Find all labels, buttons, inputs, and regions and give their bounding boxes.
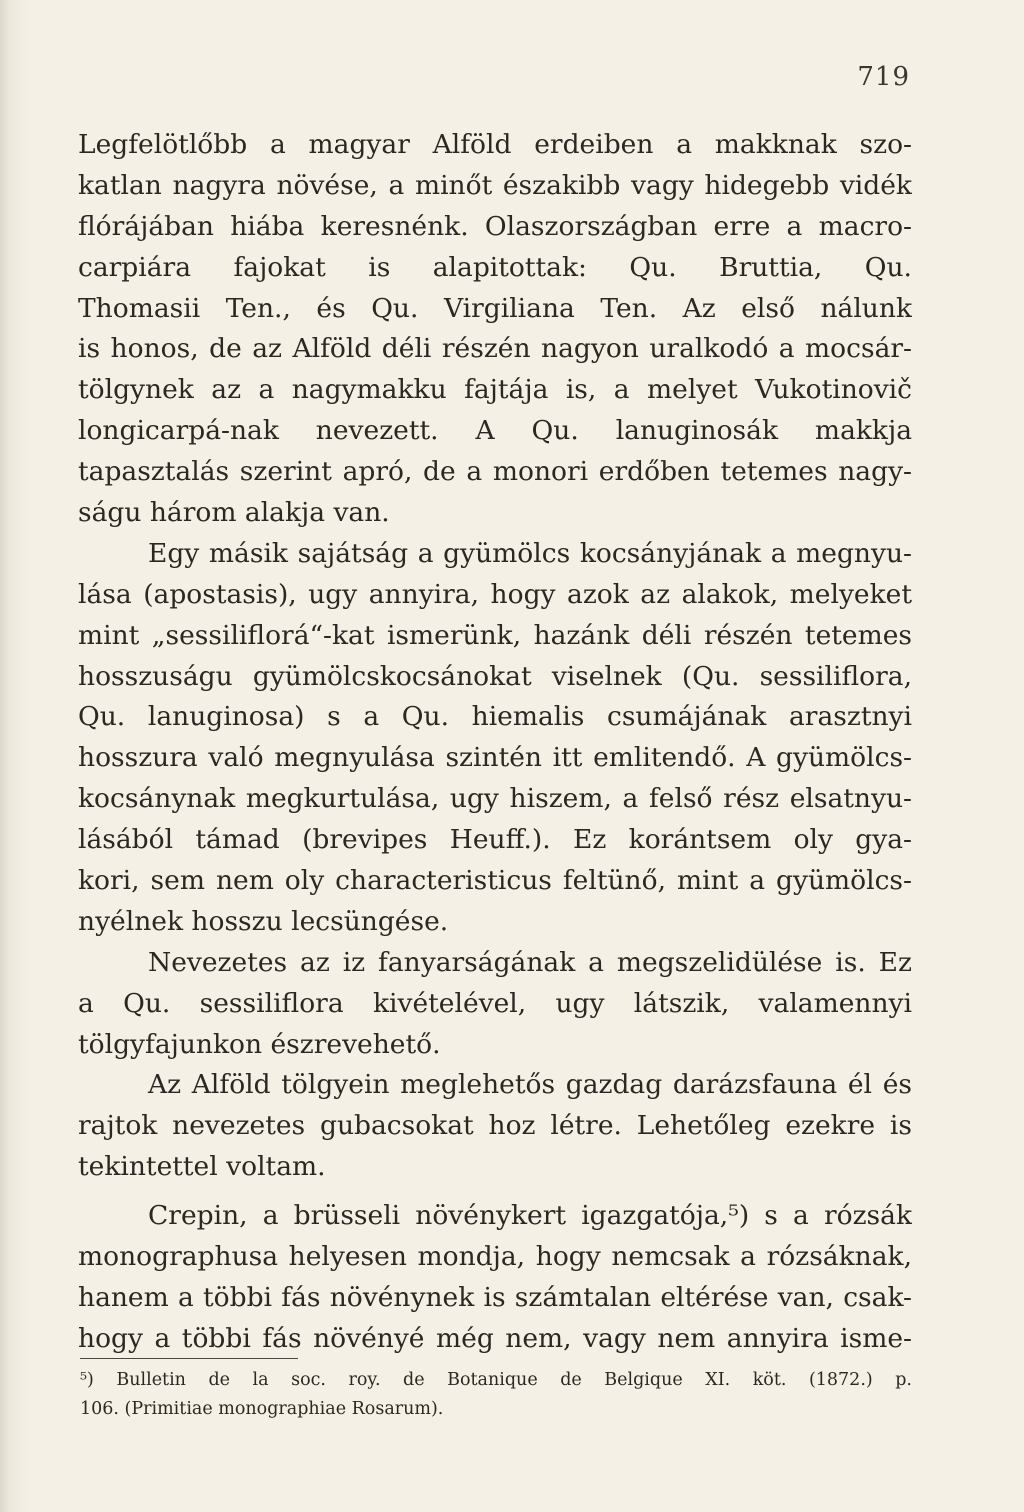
text-line: Legfelötlőbb a magyar Alföld erdeiben a makknak szo- (78, 129, 912, 160)
page-number: 719 (857, 62, 910, 92)
footnote-divider (80, 1358, 298, 1359)
text-line: hanem a többi fás növénynek is számtalan eltérése van, csak- (78, 1281, 912, 1313)
text-line: Qu. lanuginosa) s a Qu. hiemalis csumájának arasztnyi (78, 701, 912, 733)
footnote (80, 1366, 912, 1424)
text-line: nyélnek hosszu lecsüngése. (78, 905, 449, 937)
text-line: hosszura való megnyulása szintén itt emlitendő. A gyümölcs- (78, 742, 912, 774)
text-line: Thomasii Ten., és Qu. Virgiliana Ten. Az első nálunk (78, 292, 912, 324)
paragraph-start-line: Egy másik sajátság a gyümölcs kocsányjának a megnyu- (148, 537, 912, 569)
text-line: katlan nagyra növése, a minőt északibb vagy hidegebb vidék (78, 169, 912, 201)
paragraph-start-line: Az Alföld tölgyein meglehetős gazdag darázsfauna él és (148, 1069, 912, 1101)
text-line: mint „sessiliflorá“-kat ismerünk, hazánk déli részén tetemes (78, 619, 912, 651)
text-line: tapasztalás szerint apró, de a monori erdőben tetemes nagy- (78, 456, 912, 488)
text-line: a Qu. sessiliflora kivételével, ugy látszik, valamennyi (78, 987, 912, 1019)
text-line: tölgynek az a nagymakku fajtája is, a melyet Vukotinovič (78, 374, 912, 406)
text-line: tölgyfajunkon észrevehető. (78, 1028, 441, 1060)
text-line: kori, sem nem oly characteristicus feltünő, mint a gyümölcs- (78, 865, 912, 897)
text-line: rajtok nevezetes gubacsokat hoz létre. Lehetőleg ezekre is (78, 1110, 912, 1142)
footnote-line: ⁵) Bulletin de la soc. roy. de Botanique de Belgique XI. köt. (1872.) p. (80, 1370, 912, 1390)
text-line: longicarpá-nak nevezett. A Qu. lanuginosák makkja (78, 415, 912, 447)
text-line: lásából támad (brevipes Heuff.). Ez korántsem oly gya- (78, 824, 912, 856)
text-line: lása (apostasis), ugy annyira, hogy azok az alakok, melyeket (78, 578, 912, 610)
text-line: hosszuságu gyümölcskocsánokat viselnek (Qu. sessiliflora, (78, 660, 912, 692)
text-line: monographusa helyesen mondja, hogy nemcsak a rózsáknak, (78, 1241, 912, 1273)
footnote-line: 106. (Primitiae monographiae Rosarum). (80, 1399, 444, 1419)
text-line: ságu három alakja van. (78, 497, 390, 529)
paragraph-start-line: Nevezetes az iz fanyarságának a megszelidülése is. Ez (148, 946, 912, 978)
text-line: hogy a többi fás növényé még nem, vagy nem annyira isme- (78, 1322, 912, 1354)
text-line: flórájában hiába keresnénk. Olaszországban erre a macro- (78, 210, 912, 242)
text-line: is honos, de az Alföld déli részén nagyon uralkodó a mocsár- (78, 333, 912, 365)
text-line: tekintettel voltam. (78, 1151, 326, 1183)
text-line: carpiára fajokat is alapitottak: Qu. Bruttia, Qu. (78, 251, 912, 283)
paragraph-start-line: Crepin, a brüsseli növénykert igazgatója,⁵) s a rózsák (148, 1200, 912, 1232)
body-text (78, 125, 912, 1360)
text-line: kocsánynak megkurtulása, ugy hiszem, a felső rész elsatnyu- (78, 783, 912, 815)
